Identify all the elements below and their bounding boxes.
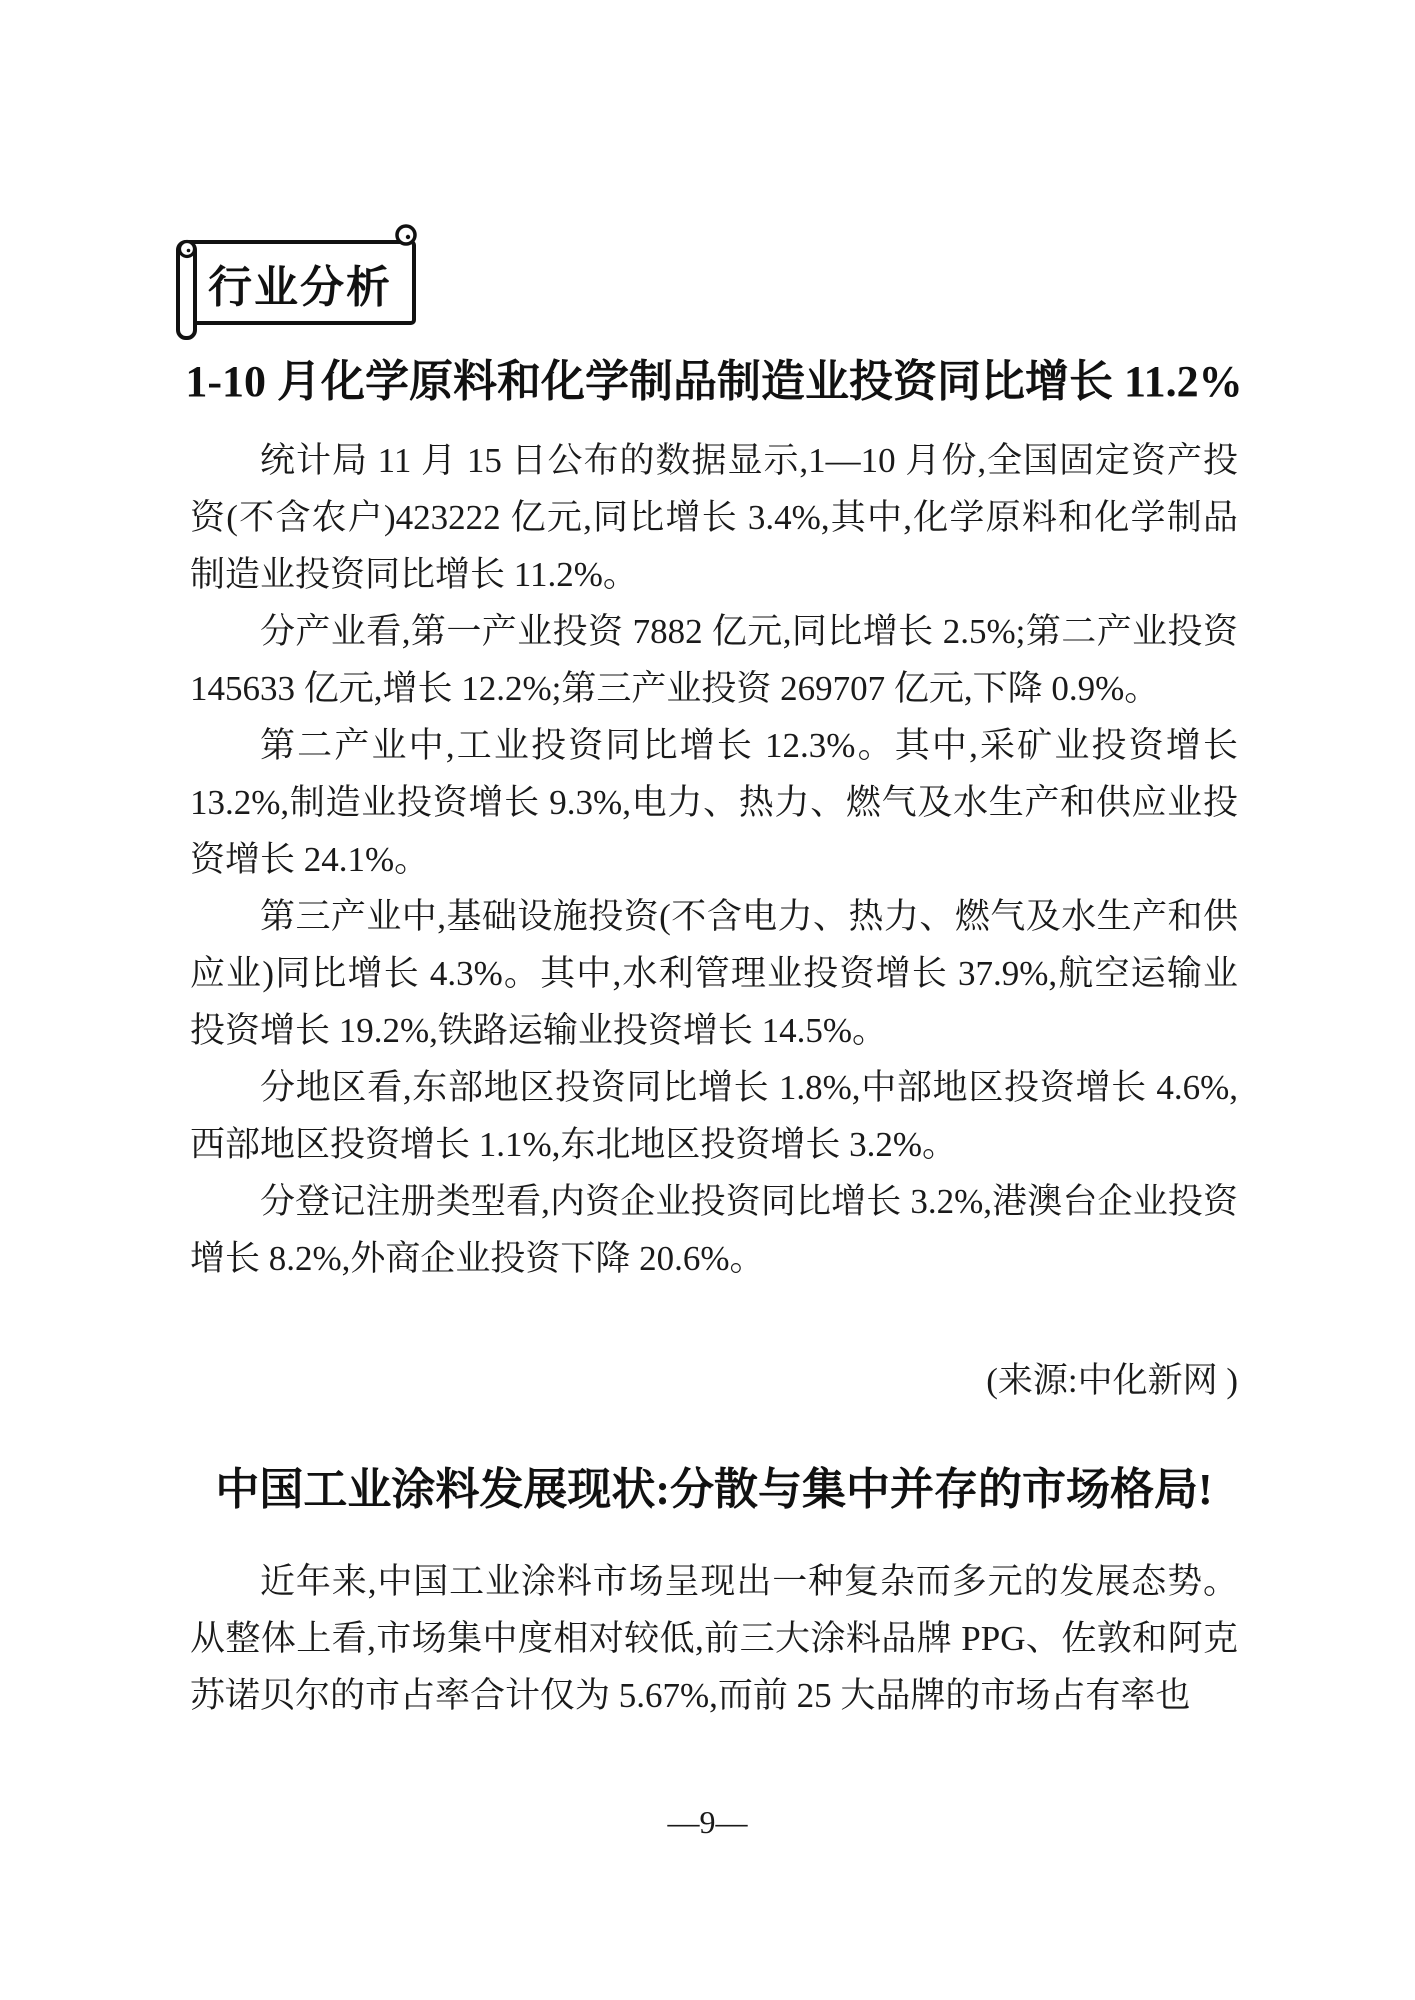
paragraph: 第二产业中,工业投资同比增长 12.3%。其中,采矿业投资增长 13.2%,制造业投资增长 9.3%,电力、热力、燃气及水生产和供应业投资增长 24.1%。 [190,726,1238,879]
paragraph: 分地区看,东部地区投资同比增长 1.8%,中部地区投资增长 4.6%,西部地区投资增长 1.1%,东北地区投资增长 3.2%。 [190,1068,1238,1164]
banner-label: 行业分析 [208,262,392,312]
paragraph: 近年来,中国工业涂料市场呈现出一种复杂而多元的发展态势。从整体上看,市场集中度相对较低,前三大涂料品牌 PPG、佐敦和阿克苏诺贝尔的市占率合计仅为 5.67%,而前 25 大品牌的市场占有率也 [190,1562,1238,1715]
paragraph: 分登记注册类型看,内资企业投资同比增长 3.2%,港澳台企业投资增长 8.2%,外商企业投资下降 20.6%。 [190,1182,1238,1278]
page-number: —9— [667,1804,748,1840]
article2-title: 中国工业涂料发展现状:分散与集中并存的市场格局! [215,1465,1213,1514]
article1-title: 1-10 月化学原料和化学制品制造业投资同比增长 11.2% [185,357,1243,406]
article1-body [190,432,1238,1287]
source-attribution: (来源:中化新网 ) [986,1361,1238,1400]
paragraph: 统计局 11 月 15 日公布的数据显示,1—10 月份,全国固定资产投资(不含农户)423222 亿元,同比增长 3.4%,其中,化学原料和化学制品制造业投资同比增长 11.2%。 [190,441,1238,594]
section-banner [170,222,426,347]
paragraph: 分产业看,第一产业投资 7882 亿元,同比增长 2.5%;第二产业投资 145633 亿元,增长 12.2%;第三产业投资 269707 亿元,下降 0.9%。 [190,612,1238,708]
paragraph: 第三产业中,基础设施投资(不含电力、热力、燃气及水生产和供应业)同比增长 4.3%。其中,水利管理业投资增长 37.9%,航空运输业投资增长 19.2%,铁路运输业投资增长 14.5%。 [190,897,1238,1050]
article2-body [190,1553,1238,1724]
